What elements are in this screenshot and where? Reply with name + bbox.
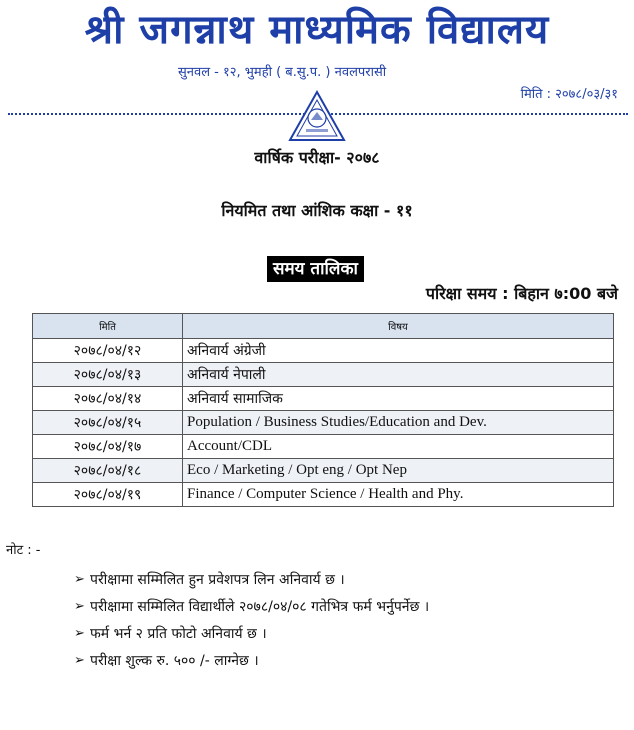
exam-schedule-table <box>32 313 614 507</box>
exam-subject: Account/CDL <box>183 435 614 459</box>
arrow-bullet-icon: ➢ <box>74 625 85 641</box>
note-text: फर्म भर्न २ प्रति फोटो अनिवार्य छ । <box>90 625 267 642</box>
list-item <box>74 593 429 620</box>
exam-date: २०७८/०४/१२ <box>33 339 183 363</box>
exam-time-label: परिक्षा समय <box>425 284 497 303</box>
subject-column-header: विषय <box>183 314 614 339</box>
exam-time: परिक्षा समय : बिहान ७:00 बजे <box>425 284 618 303</box>
table-row <box>33 363 614 387</box>
table-row <box>33 339 614 363</box>
exam-date: २०७८/०४/१८ <box>33 459 183 483</box>
exam-time-value: बिहान ७:00 बजे <box>514 284 618 303</box>
exam-subject: अनिवार्य सामाजिक <box>183 387 614 411</box>
table-row <box>33 435 614 459</box>
class-title: नियमित तथा आंशिक कक्षा - ११ <box>221 201 413 220</box>
school-address: सुनवल - १२, भुमही ( ब.सु.प. ) नवलपरासी <box>178 65 387 80</box>
note-label: नोट : - <box>6 543 41 558</box>
arrow-bullet-icon: ➢ <box>74 598 85 614</box>
list-item <box>74 647 429 674</box>
exam-subject: अनिवार्य नेपाली <box>183 363 614 387</box>
arrow-bullet-icon: ➢ <box>74 571 85 587</box>
exam-title: वार्षिक परीक्षा- २०७८ <box>254 148 380 167</box>
notes-list <box>74 566 429 674</box>
exam-date: २०७८/०४/१४ <box>33 387 183 411</box>
note-text: परीक्षामा सम्मिलित हुन प्रवेशपत्र लिन अनिवार्य छ । <box>90 571 345 588</box>
school-logo-icon <box>288 90 346 142</box>
exam-date: २०७८/०४/१७ <box>33 435 183 459</box>
table-row <box>33 411 614 435</box>
note-text: परीक्षामा सम्मिलित विद्यार्थीले २०७८/०४/०८ गतेभित्र फर्म भर्नुपर्नेछ । <box>90 598 430 615</box>
routine-label: समय तालिका <box>267 256 364 282</box>
exam-date: २०७८/०४/१३ <box>33 363 183 387</box>
exam-date: २०७८/०४/१५ <box>33 411 183 435</box>
date-label: मिति <box>520 87 543 102</box>
date-value: २०७८/०३/३१ <box>555 87 618 102</box>
exam-subject: Finance / Computer Science / Health and Phy. <box>183 483 614 507</box>
exam-subject: अनिवार्य अंग्रेजी <box>183 339 614 363</box>
table-header-row <box>33 314 614 339</box>
arrow-bullet-icon: ➢ <box>74 652 85 668</box>
note-text: परीक्षा शुल्क रु. ५०० /- लाग्नेछ । <box>90 652 259 669</box>
table-row <box>33 387 614 411</box>
school-name: श्री जगन्नाथ माध्यमिक विद्यालय <box>84 7 550 53</box>
issue-date: मिति : २०७८/०३/३१ <box>520 87 618 102</box>
list-item <box>74 566 429 593</box>
date-column-header: मिति <box>33 314 183 339</box>
table-row <box>33 483 614 507</box>
table-row <box>33 459 614 483</box>
exam-subject: Eco / Marketing / Opt eng / Opt Nep <box>183 459 614 483</box>
exam-date: २०७८/०४/१९ <box>33 483 183 507</box>
exam-subject: Population / Business Studies/Education and Dev. <box>183 411 614 435</box>
list-item <box>74 620 429 647</box>
